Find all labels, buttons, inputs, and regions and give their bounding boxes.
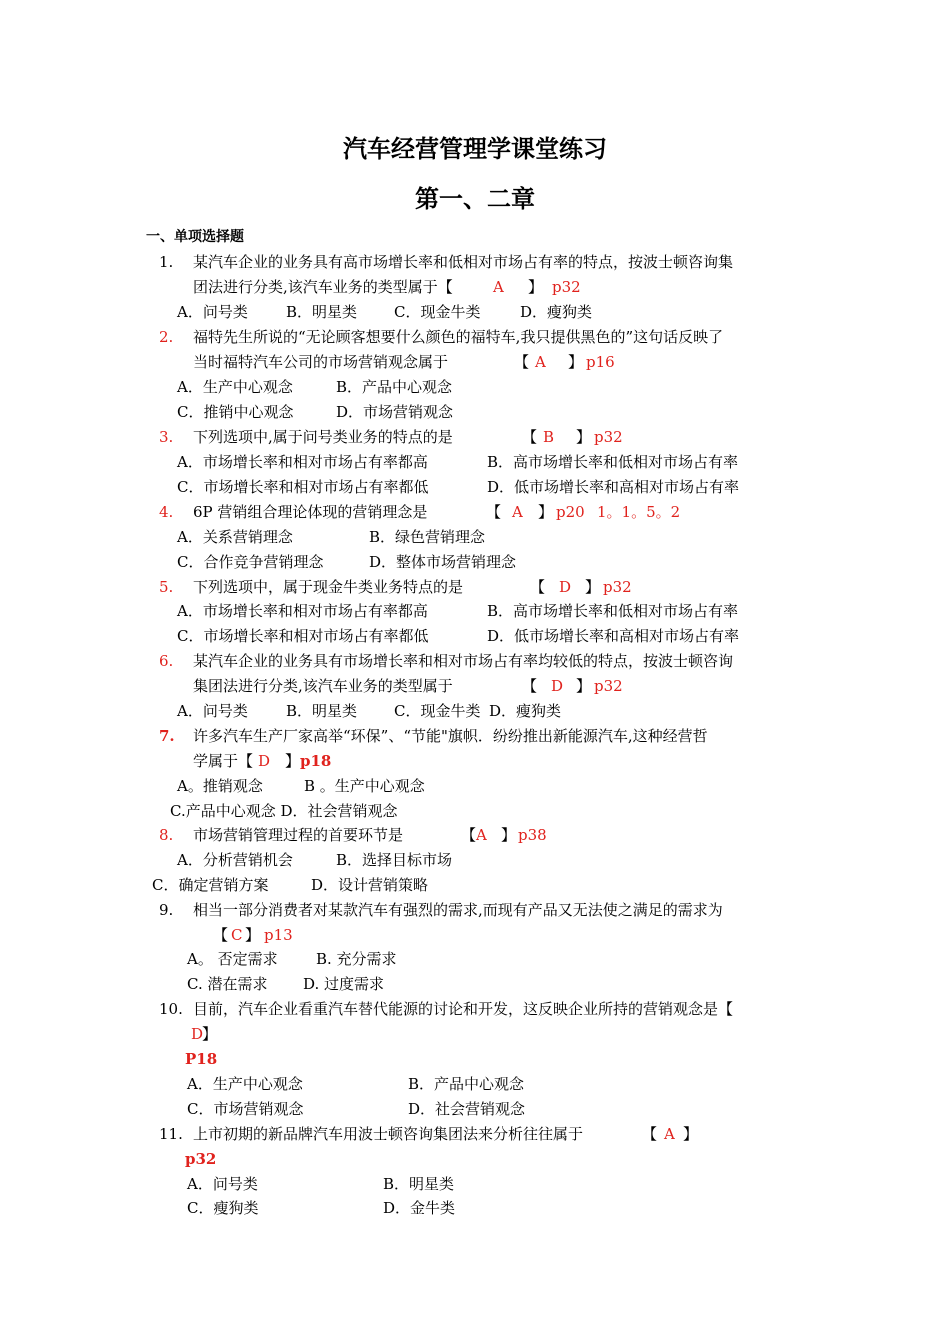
option-b: B．产品中心观念 — [408, 1075, 525, 1093]
page-reference: p32 — [594, 677, 623, 695]
option-d: D. 过度需求 — [303, 975, 385, 993]
option-d: D．市场营销观念 — [336, 403, 454, 421]
option-d: D．低市场增长率和高相对市场占有率 — [487, 627, 740, 645]
answer-bracket-open: 【 — [486, 503, 502, 521]
option-c: C. 潜在需求 — [187, 975, 268, 993]
question-number: 11. — [159, 1125, 183, 1143]
question-number: 9. — [159, 901, 174, 919]
option-c: C．市场增长率和相对市场占有率都低 — [177, 478, 429, 496]
answer-letter: A — [512, 503, 523, 521]
answer-bracket-close: 】 — [576, 677, 592, 695]
answer-bracket-close: 】 — [202, 1025, 218, 1043]
page-reference: P18 — [185, 1050, 218, 1068]
option-d: D．整体市场营销理念 — [369, 553, 517, 571]
answer-bracket-open: 【 — [530, 578, 546, 596]
answer-letter: D — [191, 1025, 204, 1043]
page-reference: p13 — [264, 926, 293, 944]
document-title: 汽车经营管理学课堂练习 — [343, 135, 607, 163]
question-number: 1. — [159, 253, 174, 271]
answer-bracket-open: 【 — [213, 926, 229, 944]
answer-letter: A — [535, 353, 546, 371]
option-d: D．设计营销策略 — [311, 876, 429, 894]
answer-letter: D — [551, 677, 564, 695]
option-a: A．分析营销机会 — [177, 851, 293, 869]
chapter-subtitle: 第一、二章 — [415, 185, 535, 213]
section-note: 1。1。5。2 — [597, 503, 681, 521]
option-c: C．瘦狗类 — [187, 1199, 259, 1217]
option-b: B．绿色营销理念 — [369, 528, 486, 546]
option-a: A。 否定需求 — [187, 950, 278, 968]
option-d: D．瘦狗类 — [520, 303, 593, 321]
option-b: B．产品中心观念 — [336, 378, 453, 396]
option-b: B．选择目标市场 — [336, 851, 453, 869]
page-reference: p32 — [552, 278, 581, 296]
option-b: B．明星类 — [286, 702, 358, 720]
answer-letter: D — [258, 752, 271, 770]
question-number: 8. — [159, 826, 174, 844]
question-number: 7. — [159, 727, 175, 745]
option-b: B．明星类 — [286, 303, 358, 321]
question-number: 5. — [159, 578, 174, 596]
page-reference: p20 — [556, 503, 585, 521]
question-text: 上市初期的新品牌汽车用波士顿咨询集团法来分析往往属于 — [193, 1125, 584, 1143]
answer-bracket-close: 】 — [528, 278, 544, 296]
option-d: D．社会营销观念 — [408, 1100, 526, 1118]
answer-bracket-close: 】 — [568, 353, 584, 371]
option-b: B 。生产中心观念 — [304, 777, 425, 795]
answer-bracket-close: 】 — [501, 826, 517, 844]
question-number: 3. — [159, 428, 174, 446]
question-number: 4. — [159, 503, 174, 521]
option-d: D．瘦狗类 — [489, 702, 562, 720]
option-a: A．问号类 — [187, 1175, 258, 1193]
option-b: B. 充分需求 — [316, 950, 397, 968]
page-reference: p16 — [586, 353, 615, 371]
answer-letter: A — [493, 278, 504, 296]
question-text: 福特先生所说的“无论顾客想要什么颜色的福特车,我只提供黑色的”这句话反映了 — [193, 328, 724, 346]
answer-bracket-open: 【 — [514, 353, 530, 371]
question-text: 某汽车企业的业务具有市场增长率和相对市场占有率均较低的特点，按波士顿咨询 — [193, 652, 734, 670]
option-a: A．问号类 — [177, 702, 248, 720]
question-text: 市场营销管理过程的首要环节是 — [193, 826, 404, 844]
question-text: 目前，汽车企业看重汽车替代能源的讨论和开发，这反映企业所持的营销观念是【 — [193, 1000, 734, 1018]
option-a: A．问号类 — [177, 303, 248, 321]
option-b: B．高市场增长率和低相对市场占有率 — [487, 602, 739, 620]
answer-bracket-open: 【 — [642, 1125, 658, 1143]
question-text: 6P 营销组合理论体现的营销理念是 — [193, 503, 428, 521]
answer-bracket-close: 】 — [683, 1125, 699, 1143]
question-text: 下列选项中，属于现金牛类业务特点的是 — [193, 578, 464, 596]
section-heading: 一、单项选择题 — [146, 229, 244, 245]
option-a: A。推销观念 — [177, 777, 263, 795]
option-d: D．金牛类 — [383, 1199, 456, 1217]
question-number: 10. — [159, 1000, 183, 1018]
option-a: A．关系营销理念 — [177, 528, 293, 546]
answer-bracket-close: 】 — [245, 926, 261, 944]
option-c: C．现金牛类 — [394, 702, 481, 720]
answer-letter: A — [476, 826, 487, 844]
question-text: 下列选项中,属于问号类业务的特点的是 — [193, 428, 453, 446]
question-text: 集团法进行分类,该汽车业务的类型属于 — [193, 677, 453, 695]
question-text: 许多汽车生产厂家高举“环保”、“节能"旗帜．纷纷推出新能源汽车,这种经营哲 — [193, 727, 708, 745]
page-reference: p38 — [518, 826, 547, 844]
option-c: C．推销中心观念 — [177, 403, 294, 421]
answer-bracket-open: 【 — [522, 677, 538, 695]
answer-letter: D — [559, 578, 572, 596]
answer-bracket-close: 】 — [576, 428, 592, 446]
option-a: A．生产中心观念 — [187, 1075, 303, 1093]
option-c: C．确定营销方案 — [152, 876, 269, 894]
option-c: C．合作竞争营销理念 — [177, 553, 324, 571]
answer-letter: B — [543, 428, 555, 446]
question-text: 某汽车企业的业务具有高市场增长率和低相对市场占有率的特点，按波士顿咨询集 — [193, 253, 734, 271]
answer-bracket-close: 】 — [285, 752, 301, 770]
question-text: 学属于【 — [193, 752, 254, 770]
option-c: C．现金牛类 — [394, 303, 481, 321]
answer-letter: C — [231, 926, 243, 944]
option-c: C．市场营销观念 — [187, 1100, 304, 1118]
option-b: B．明星类 — [383, 1175, 455, 1193]
option-c-d: C.产品中心观念 D．社会营销观念 — [170, 802, 398, 820]
option-a: A．生产中心观念 — [177, 378, 293, 396]
answer-letter: A — [664, 1125, 675, 1143]
question-text: 当时福特汽车公司的市场营销观念属于 — [193, 353, 449, 371]
answer-bracket-open: 【 — [522, 428, 538, 446]
question-number: 2. — [159, 328, 174, 346]
option-a: A．市场增长率和相对市场占有率都高 — [177, 602, 428, 620]
answer-bracket-open: 【 — [461, 826, 477, 844]
question-text: 团法进行分类,该汽车业务的类型属于【 — [193, 278, 453, 296]
option-d: D．低市场增长率和高相对市场占有率 — [487, 478, 740, 496]
option-a: A．市场增长率和相对市场占有率都高 — [177, 453, 428, 471]
answer-bracket-close: 】 — [538, 503, 554, 521]
option-b: B．高市场增长率和低相对市场占有率 — [487, 453, 739, 471]
answer-bracket-close: 】 — [585, 578, 601, 596]
page-reference: p32 — [603, 578, 632, 596]
page-reference: p18 — [300, 752, 332, 770]
question-number: 6. — [159, 652, 174, 670]
question-text: 相当一部分消费者对某款汽车有强烈的需求,而现有产品又无法使之满足的需求为 — [193, 901, 723, 919]
option-c: C．市场增长率和相对市场占有率都低 — [177, 627, 429, 645]
page-reference: p32 — [185, 1150, 217, 1168]
page-reference: p32 — [594, 428, 623, 446]
